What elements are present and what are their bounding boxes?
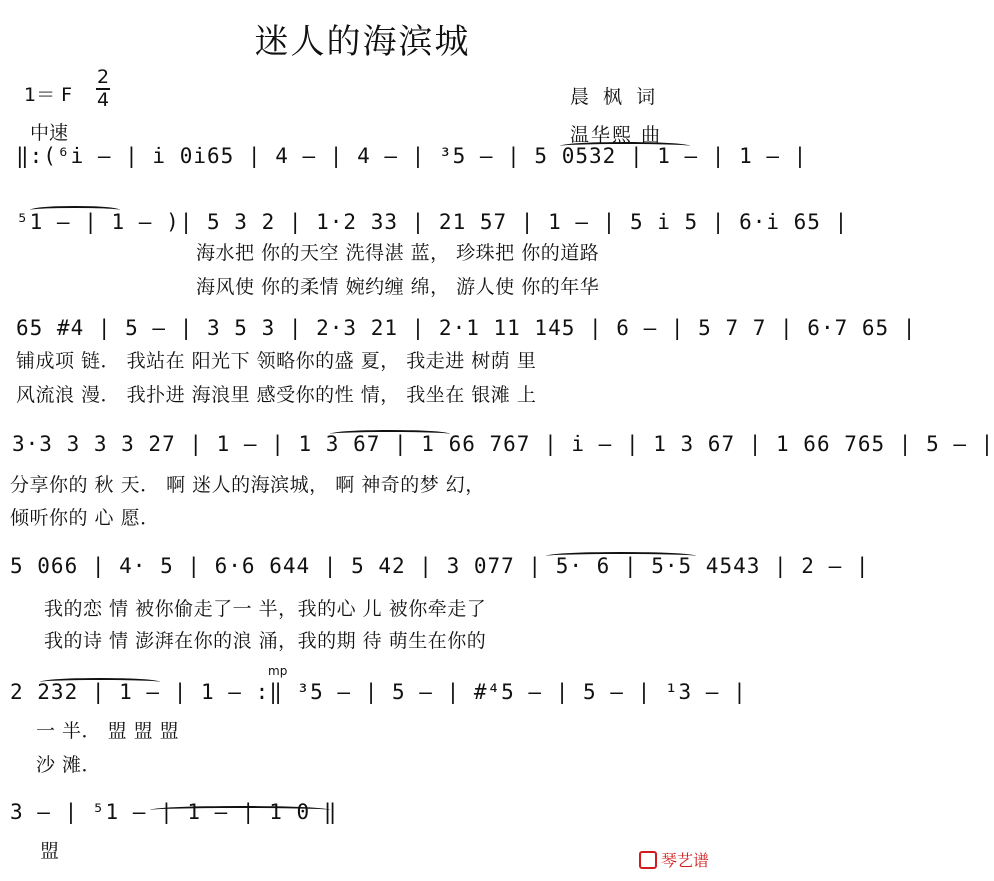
lyric-line-6-verse-1: 一 半． 盟 盟 盟 [36, 720, 180, 742]
lyric-line-2-verse-2: 海风使 你的柔情 婉约缠 绵， 游人使 你的年华 [196, 276, 600, 298]
score-system-7: 3 ― | ⁵1 ― | 1 ― | 1 0 ‖ [10, 800, 338, 824]
score-system-4: 3·3 3 3 3 27 | 1 ― | 1 3 67 | 1 66 767 | i̇ ― | 1 3 67 | 1 66 765 | 5 ― | [12, 432, 994, 456]
lyric-line-6-verse-2: 沙 滩． [36, 754, 102, 776]
lyric-line-7: 盟 [40, 840, 60, 862]
composer-credit: 温华熙 曲 [570, 124, 663, 146]
time-signature-bottom: 4 [96, 89, 110, 111]
logo-mark-icon [639, 851, 657, 869]
tie-slur [30, 206, 120, 214]
lyric-line-5-verse-1: 我的恋 情 被你偷走了一 半，我的心 儿 被你牵走了 [44, 598, 487, 620]
lyric-line-2-verse-1: 海水把 你的天空 洗得湛 蓝， 珍珠把 你的道路 [196, 242, 600, 264]
tie-slur [560, 142, 690, 150]
lyric-line-3-verse-2: 风流浪 漫． 我扑进 海浪里 感受你的性 情， 我坐在 银滩 上 [16, 384, 537, 406]
tie-slur [546, 552, 696, 560]
tie-slur [330, 430, 450, 438]
score-system-2: ⁵1 ― | 1 ― )| 5 3 2 | 1·2 33 | 21 57 | 1 ― | 5 i̇ 5 | 6·i̇ 65 | [16, 210, 849, 234]
lyric-line-4-verse-2: 倾听你的 心 愿． [10, 507, 160, 529]
watermark-text: 琴艺谱 [660, 851, 709, 870]
tempo-marking: 中速 [30, 122, 69, 144]
score-system-1: ‖:(⁶i̇ ― | i̇ 0i̇65 | 4 ― | 4 ― | ³5 ― | 5 0532 | 1 ― | 1 ― | [16, 144, 808, 168]
dynamic-marking: mp [268, 664, 288, 678]
lyric-line-3-verse-1: 铺成项 链． 我站在 阳光下 领略你的盛 夏， 我走进 树荫 里 [16, 350, 537, 372]
score-system-3: 65 #4 | 5 ― | 3 5 3 | 2·3 21 | 2·1 11 145 | 6 ― | 5 7 7 | 6·7 65 | [16, 316, 917, 340]
tie-slur [150, 806, 330, 814]
watermark-logo [639, 848, 709, 871]
page-title: 迷人的海滨城 [254, 22, 471, 62]
lyric-line-5-verse-2: 我的诗 情 澎湃在你的浪 涌，我的期 待 萌生在你的 [44, 630, 487, 652]
score-system-5: 5 066 | 4· 5 | 6·6 644 | 5 42 | 3 077 | 5· 6 | 5·5 4543 | 2 ― | [10, 554, 870, 578]
lyric-line-4-verse-1: 分享你的 秋 天． 啊 迷人的海滨城， 啊 神奇的梦 幻， [10, 474, 485, 496]
score-system-6: 2 232 | 1 ― | 1 ― :‖ ³5 ― | 5 ― | #⁴5 ― | 5 ― | ¹3 ― | [10, 680, 747, 704]
time-signature-top: 2 [96, 66, 110, 88]
key-signature: 1＝ F [24, 84, 73, 106]
tie-slur [40, 678, 160, 686]
lyricist-credit: 晨 枫 词 [570, 86, 660, 108]
time-signature [96, 68, 110, 110]
